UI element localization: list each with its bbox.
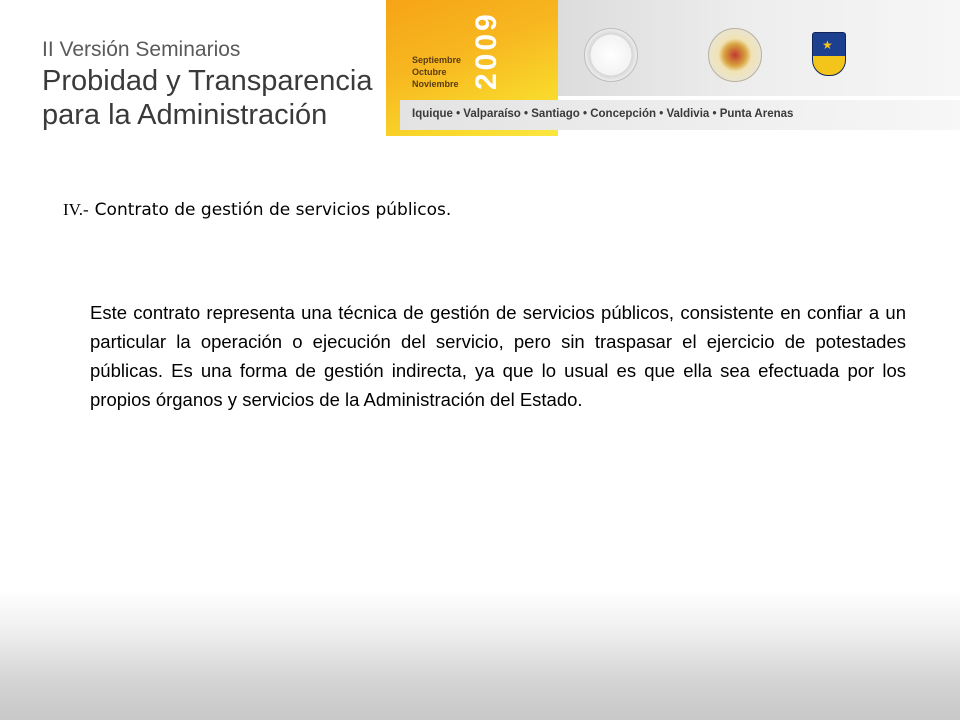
contraloria-seal-icon [584,28,638,82]
university-seal-icon [708,28,762,82]
year-label: 2009 [470,11,503,90]
section-heading [63,200,451,220]
month-september: Septiembre [412,55,462,65]
seminar-title-line1: Probidad y Transparencia [42,65,373,97]
logo-area [558,0,960,96]
university-shield-icon [812,32,846,76]
cities-strip [400,100,960,130]
body-paragraph: Este contrato representa una técnica de gestión de servicios públicos, consistente en confiar a un particular la operación o ejecución del servicio, pero sin traspasar el ejercicio de potestades públicas. Es una forma de gestión indirecta, ya que lo usual es que ella sea efectuada por los propios órganos y servicios de la Administración del Estado. [90,302,906,410]
month-november: Noviembre [412,79,459,89]
seminar-title-line2: para la Administración [42,99,328,131]
cities-list: Iquique • Valparaíso • Santiago • Concepción • Valdivia • Punta Arenas [412,108,794,120]
seminar-title-block [42,38,372,132]
section-title: Contrato de gestión de servicios públicos. [94,200,452,220]
star-icon: ★ [822,38,833,52]
months-list [412,54,461,90]
section-number: IV.- [63,200,89,219]
month-october: Octubre [412,67,447,77]
bottom-gradient [0,590,960,720]
seminar-edition: II Versión Seminarios [42,38,241,61]
